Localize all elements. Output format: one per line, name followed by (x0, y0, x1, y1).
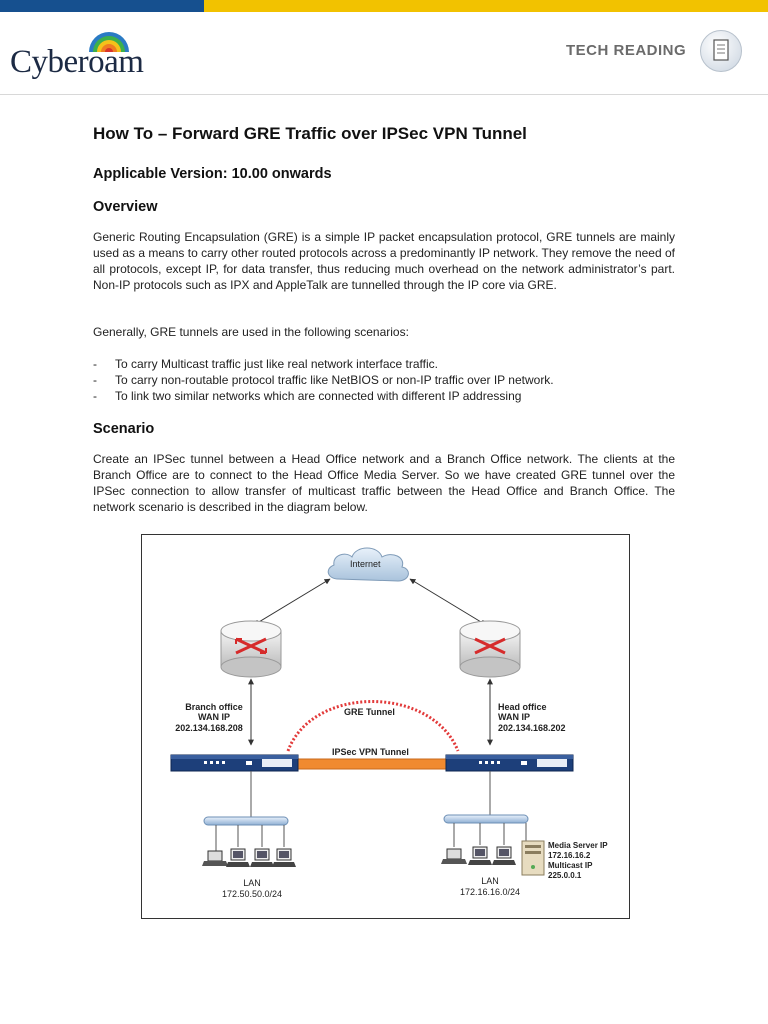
media-server-icon (522, 841, 544, 875)
overview-paragraph: Generic Routing Encapsulation (GRE) is a simple IP packet encapsulation protocol, GRE tunnels are mainly used as a means to carry other routed protocols across a predominantly IP network. They remove the need of all protocols, except IP, for data transfer, thus reducing much overhead on the network administrator’s part. Non-IP protocols such as IPX and AppleTalk are tunnelled through the IP core via GRE. (93, 230, 675, 292)
head-workstation-icon (468, 847, 492, 865)
head-appliance-icon (446, 755, 573, 771)
list-item: - To carry Multicast traffic just like real network interface traffic. (93, 357, 438, 371)
scenario-paragraph: Create an IPSec tunnel between a Head Office network and a Branch Office network. The clients at the Branch Office are to connect to the Head Office Media Server. So we have created GRE tunnel over the IPSec connection to allow transfer of multicast traffic between the Head Office and Branch Office. The network scenario is described in the diagram below. (93, 452, 675, 514)
lan-left-network: 172.50.50.0/24 (221, 889, 283, 899)
top-color-bar (0, 0, 768, 12)
link-internet-branch (254, 579, 330, 625)
logo-text: Cyberoam (10, 44, 144, 80)
page-header (0, 12, 768, 95)
lan-left-label: LAN (243, 878, 261, 888)
list-item: - To link two similar networks which are connected with different IP addressing (93, 389, 522, 403)
top-bar-blue (0, 0, 204, 12)
branch-workstation-icon (272, 849, 296, 867)
branch-router-icon (221, 621, 281, 677)
media-server-label: Media Server IP (548, 841, 608, 850)
gre-tunnel-label: GRE Tunnel (344, 707, 395, 717)
head-router-icon (460, 621, 520, 677)
branch-workstation-icon (250, 849, 274, 867)
media-server-ip: 172.16.16.2 (548, 851, 591, 860)
head-office-label: Head office (498, 702, 547, 712)
link-internet-head (410, 579, 486, 625)
lan-right-network: 172.16.16.0/24 (459, 887, 521, 897)
head-lan-bus-icon (444, 815, 528, 847)
branch-appliance-icon (171, 755, 298, 771)
branch-workstation-icon (226, 849, 250, 867)
branch-laptop-icon (202, 851, 228, 866)
multicast-ip: 225.0.0.1 (548, 871, 582, 880)
ipsec-tunnel-bar (298, 759, 446, 769)
tech-reading-label: TECH READING (566, 42, 687, 59)
branch-wan-label: WAN IP (197, 712, 230, 722)
branch-lan-bus-icon (204, 817, 288, 851)
scenario-list (93, 356, 675, 404)
document-icon (700, 30, 742, 72)
internet-label: Internet (350, 559, 381, 569)
branch-office-label: Branch office (185, 702, 243, 712)
head-ip-label: 202.134.168.202 (498, 723, 566, 733)
scenario-heading: Scenario (93, 421, 155, 437)
lan-right-label: LAN (481, 876, 499, 886)
cyberoam-logo (10, 20, 190, 92)
branch-ip-label: 202.134.168.208 (175, 723, 243, 733)
overview-heading: Overview (93, 199, 158, 215)
ipsec-tunnel-label: IPSec VPN Tunnel (332, 747, 409, 757)
page-title: How To – Forward GRE Traffic over IPSec VPN Tunnel (93, 124, 527, 143)
applicable-version: Applicable Version: 10.00 onwards (93, 166, 332, 182)
scenarios-intro: Generally, GRE tunnels are used in the following scenarios: (93, 325, 409, 339)
list-item: - To carry non-routable protocol traffic like NetBIOS or non-IP traffic over IP network. (93, 373, 554, 387)
head-wan-label: WAN IP (498, 712, 531, 722)
top-bar-gold (204, 0, 768, 12)
head-workstation-icon (492, 847, 516, 865)
head-laptop-icon (441, 849, 467, 864)
network-diagram (141, 534, 630, 919)
multicast-label: Multicast IP (548, 861, 593, 870)
